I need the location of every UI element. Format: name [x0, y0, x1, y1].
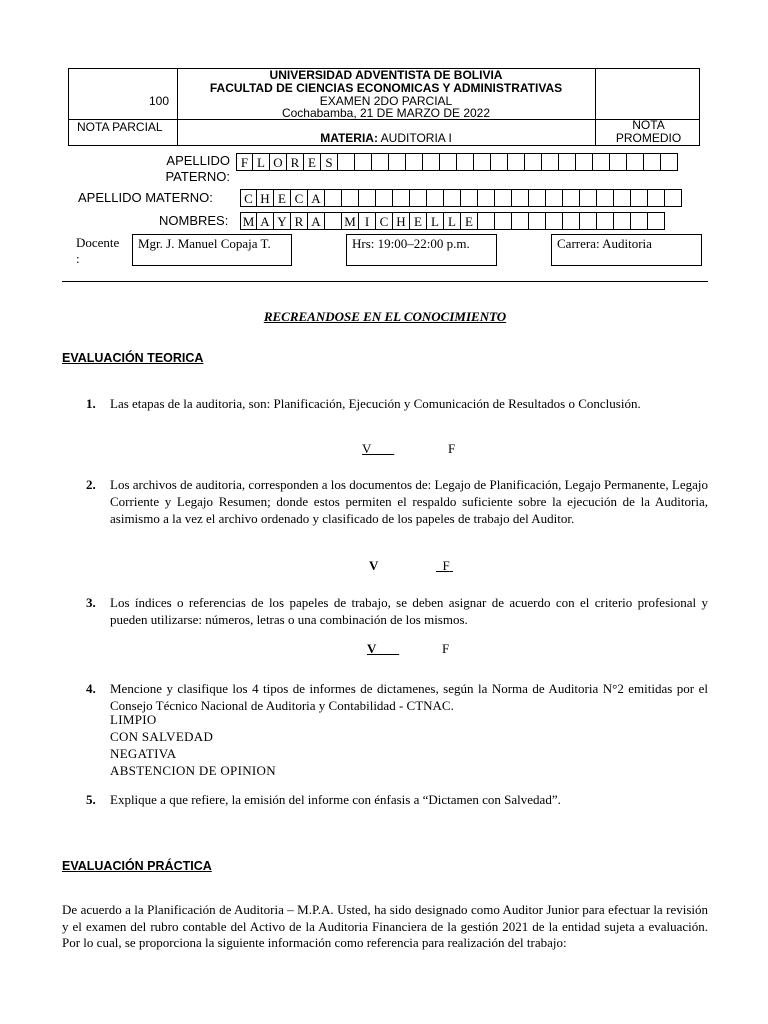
letter-cell[interactable]: [559, 153, 576, 171]
question-1-number: 1.: [86, 396, 96, 411]
letter-cell[interactable]: [631, 212, 648, 230]
docente-label: Docente :: [76, 235, 120, 266]
separator-line: [62, 281, 708, 282]
nombres-label: NOMBRES:: [159, 213, 229, 228]
question-3-text: Los índices o referencias de los papeles de trabajo, se deben asignar de acuerdo con el criterio profesional y pueden utilizarse: números, letras o una combinación de los mismos.: [110, 595, 708, 627]
letter-cell[interactable]: R: [291, 212, 308, 230]
letter-cell[interactable]: E: [304, 153, 321, 171]
letter-cell[interactable]: [542, 153, 559, 171]
letter-cell[interactable]: [376, 189, 393, 207]
question-1: [86, 395, 708, 412]
letter-cell[interactable]: [580, 189, 597, 207]
letter-cell[interactable]: [389, 153, 406, 171]
letter-cell[interactable]: L: [253, 153, 270, 171]
letter-cell[interactable]: M: [240, 212, 257, 230]
letter-cell[interactable]: [665, 189, 682, 207]
letter-cell[interactable]: [410, 189, 427, 207]
letter-cell[interactable]: E: [410, 212, 427, 230]
question-5-text: Explique a que refiere, la emisión del informe con énfasis a “Dictamen con Salvedad”.: [110, 792, 561, 807]
letter-cell[interactable]: [563, 189, 580, 207]
letter-cell[interactable]: [648, 212, 665, 230]
apellido-paterno-label-line2: PATERNO:: [165, 169, 230, 184]
docente-field[interactable]: Mgr. J. Manuel Copaja T.: [132, 234, 292, 266]
q3-true-label: V: [367, 641, 377, 656]
letter-cell[interactable]: [423, 153, 440, 171]
faculty-name: FACULTAD DE CIENCIAS ECONOMICAS Y ADMINISTRATIVAS: [209, 81, 563, 95]
question-4-text: Mencione y clasifique los 4 tipos de informes de dictamenes, según la Norma de Auditoria N°2 emitidas por el Consejo Técnico Nacional de Auditoria y Contabilidad - CTNAC.: [110, 681, 708, 713]
letter-cell[interactable]: [661, 153, 678, 171]
letter-cell[interactable]: [597, 189, 614, 207]
q1-false-option[interactable]: F: [448, 441, 456, 456]
nota-promedio-line1: NOTA: [632, 118, 665, 132]
answer-item: ABSTENCION DE OPINION: [110, 763, 276, 778]
subject: [177, 132, 595, 145]
subject-label: MATERIA:: [320, 131, 378, 145]
letter-cell[interactable]: [325, 212, 342, 230]
letter-cell[interactable]: C: [376, 212, 393, 230]
apellido-paterno-label-line1: APELLIDO: [166, 153, 230, 168]
letter-cell[interactable]: [525, 153, 542, 171]
letter-cell[interactable]: L: [427, 212, 444, 230]
letter-cell[interactable]: [644, 153, 661, 171]
apellido-paterno-label: [154, 153, 230, 185]
letter-cell[interactable]: [338, 153, 355, 171]
q3-false-option[interactable]: F: [442, 641, 450, 656]
q2-true-option[interactable]: V: [369, 558, 379, 573]
nota-promedio-label: [596, 119, 701, 145]
letter-cell[interactable]: [474, 153, 491, 171]
letter-cell[interactable]: L: [444, 212, 461, 230]
letter-cell[interactable]: [495, 212, 512, 230]
q3-true-option[interactable]: [367, 641, 399, 657]
letter-cell[interactable]: C: [240, 189, 257, 207]
letter-cell[interactable]: C: [291, 189, 308, 207]
letter-cell[interactable]: [529, 212, 546, 230]
letter-cell[interactable]: O: [270, 153, 287, 171]
letter-cell[interactable]: H: [257, 189, 274, 207]
letter-cell[interactable]: F: [236, 153, 253, 171]
question-5: [86, 791, 708, 808]
exam-number: 100: [149, 94, 170, 108]
letter-cell[interactable]: [648, 189, 665, 207]
q1-true-option[interactable]: [362, 441, 394, 457]
question-4: [86, 680, 708, 714]
letter-cell[interactable]: [593, 153, 610, 171]
q2-false-option[interactable]: [436, 558, 453, 574]
letter-cell[interactable]: [478, 212, 495, 230]
letter-cell[interactable]: [427, 189, 444, 207]
letter-cell[interactable]: [576, 153, 593, 171]
question-2-text: Los archivos de auditoria, corresponden a los documentos de: Legajo de Planificación, Legajo Permanente, Legajo Corriente y Legajo Resumen; donde estos permiten el respaldo suficiente sobre la ejecución de la Auditoria, asimismo a la vez el archivo ordenado y clasificado de los papeles de trabajo del Auditor.: [110, 477, 708, 526]
letter-cell[interactable]: [406, 153, 423, 171]
practica-text: De acuerdo a la Planificación de Auditoria – M.P.A. Usted, ha sido designado como Auditor Junior para efectuar la revisión y el examen del rubro contable del Activo de la Auditoria Financiera de la gestión 2021 de la entidad sujeta a evaluación. Por lo cual, se proporciona la siguiente información como referencia para realización del trabajo:: [62, 902, 708, 950]
letter-cell[interactable]: [478, 189, 495, 207]
q1-true-label: V: [362, 441, 372, 456]
hrs-field[interactable]: Hrs: 19:00–22:00 p.m.: [346, 234, 497, 266]
letter-cell[interactable]: [546, 189, 563, 207]
letter-cell[interactable]: [512, 189, 529, 207]
letter-cell[interactable]: [393, 189, 410, 207]
answer-item: NEGATIVA: [110, 746, 177, 761]
q2-false-label: F: [442, 558, 450, 573]
letter-cell[interactable]: [610, 153, 627, 171]
answer-item: CON SALVEDAD: [110, 729, 214, 744]
letter-cell[interactable]: A: [257, 212, 274, 230]
carrera-field[interactable]: Carrera: Auditoria: [551, 234, 702, 266]
letter-cell[interactable]: A: [308, 189, 325, 207]
exam-header-box: [68, 68, 700, 146]
letter-cell[interactable]: [444, 189, 461, 207]
question-4-number: 4.: [86, 681, 96, 696]
letter-cell[interactable]: [440, 153, 457, 171]
letter-cell[interactable]: [529, 189, 546, 207]
exam-name: EXAMEN 2DO PARCIAL: [319, 94, 453, 108]
letter-cell[interactable]: [355, 153, 372, 171]
university-name: UNIVERSIDAD ADVENTISTA DE BOLIVIA: [269, 68, 503, 82]
letter-cell[interactable]: H: [393, 212, 410, 230]
letter-cell[interactable]: A: [308, 212, 325, 230]
letter-cell[interactable]: [512, 212, 529, 230]
letter-cell[interactable]: [597, 212, 614, 230]
letter-cell[interactable]: I: [359, 212, 376, 230]
letter-cell[interactable]: [495, 189, 512, 207]
question-3: [86, 594, 708, 628]
question-1-text: Las etapas de la auditoria, son: Planificación, Ejecución y Comunicación de Resultados o Conclusión.: [110, 396, 641, 411]
letter-cell[interactable]: E: [461, 212, 478, 230]
section-practica-heading: EVALUACIÓN PRÁCTICA: [62, 859, 212, 873]
letter-cell[interactable]: [342, 189, 359, 207]
question-2: [86, 476, 708, 527]
section-teorica-heading: EVALUACIÓN TEORICA: [62, 351, 204, 365]
letter-cell[interactable]: [508, 153, 525, 171]
subject-value: AUDITORIA I: [377, 131, 452, 145]
letter-cell[interactable]: S: [321, 153, 338, 171]
letter-cell[interactable]: R: [287, 153, 304, 171]
letter-cell[interactable]: [546, 212, 563, 230]
question-2-number: 2.: [86, 477, 96, 492]
nombres-grid[interactable]: [240, 212, 665, 230]
letter-cell[interactable]: E: [274, 189, 291, 207]
letter-cell[interactable]: [627, 153, 644, 171]
nota-parcial-label: NOTA PARCIAL: [77, 120, 163, 134]
letter-cell[interactable]: [372, 153, 389, 171]
letter-cell[interactable]: [580, 212, 597, 230]
letter-cell[interactable]: [461, 189, 478, 207]
apellido-paterno-grid[interactable]: [236, 153, 678, 171]
apellido-materno-grid[interactable]: [240, 189, 682, 207]
letter-cell[interactable]: [491, 153, 508, 171]
letter-cell[interactable]: [563, 212, 580, 230]
exam-title: RECREANDOSE EN EL CONOCIMIENTO: [263, 309, 507, 324]
apellido-materno-label: APELLIDO MATERNO:: [78, 190, 213, 205]
nota-promedio-line2: PROMEDIO: [615, 131, 682, 145]
letter-cell[interactable]: Y: [274, 212, 291, 230]
letter-cell[interactable]: M: [342, 212, 359, 230]
answer-item: LIMPIO: [110, 712, 157, 727]
letter-cell[interactable]: [631, 189, 648, 207]
place-date: Cochabamba, 21 DE MARZO DE 2022: [281, 106, 491, 120]
question-5-number: 5.: [86, 792, 96, 807]
letter-cell[interactable]: [457, 153, 474, 171]
letter-cell[interactable]: [614, 212, 631, 230]
question-3-number: 3.: [86, 595, 96, 610]
question-4-answers: [110, 711, 276, 779]
letter-cell[interactable]: [359, 189, 376, 207]
letter-cell[interactable]: [614, 189, 631, 207]
letter-cell[interactable]: [325, 189, 342, 207]
